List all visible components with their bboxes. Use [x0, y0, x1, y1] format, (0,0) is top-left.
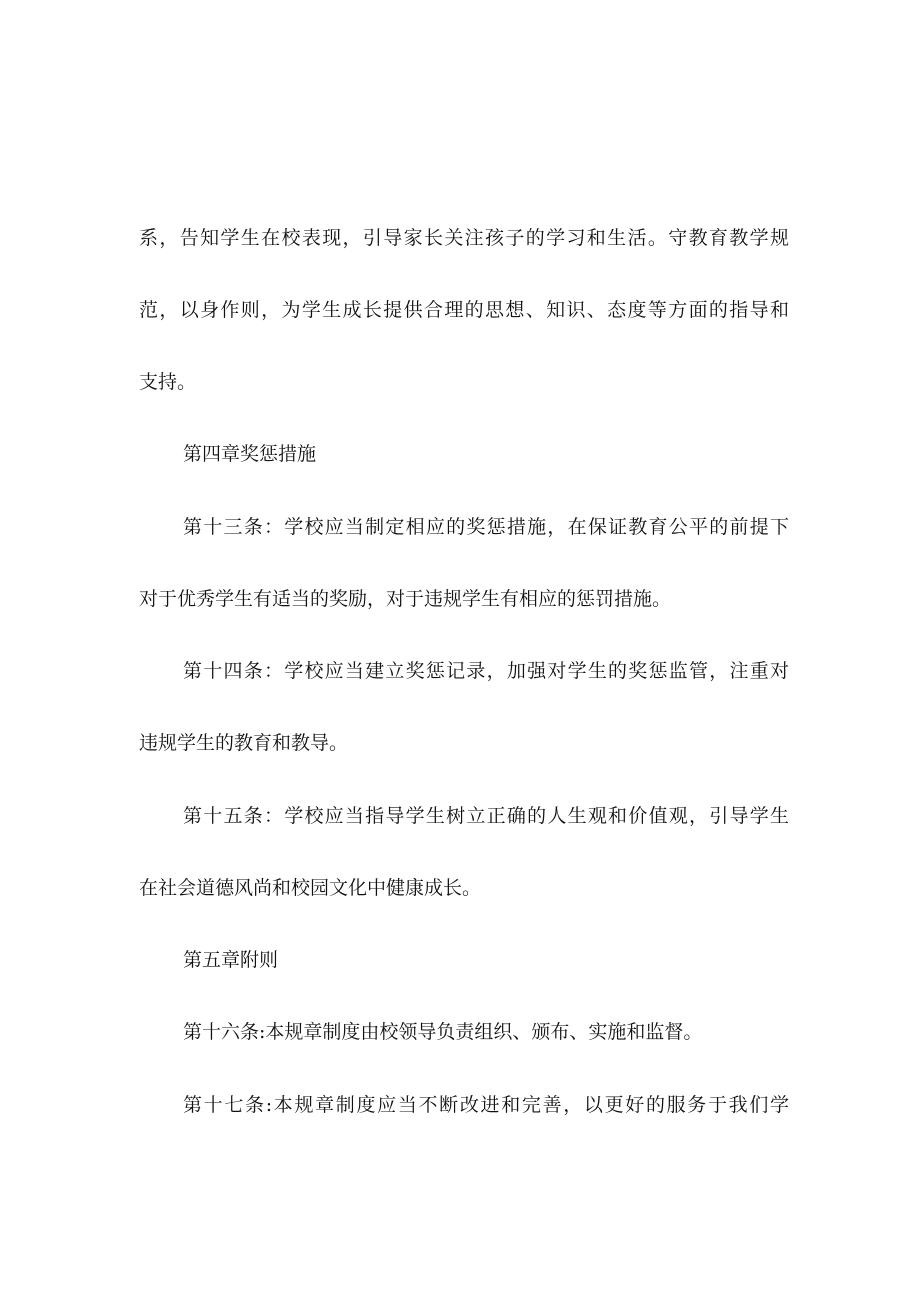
article-line: 对于优秀学生有适当的奖励，对于违规学生有相应的惩罚措施。 — [139, 588, 672, 610]
paragraph-line: 系，告知学生在校表现，引导家长关注孩子的学习和生活。守教育教学规 — [139, 227, 789, 249]
article-line: 第十六条:本规章制度由校领导负责组织、颁布、实施和监督。 — [183, 1021, 703, 1043]
article-line: 违规学生的教育和教导。 — [139, 732, 349, 754]
paragraph-line: 范，以身作则，为学生成长提供合理的思想、知识、态度等方面的指导和 — [139, 299, 789, 321]
article-line: 第十七条:本规章制度应当不断改进和完善，以更好的服务于我们学 — [183, 1094, 789, 1116]
article-line: 第十四条：学校应当建立奖惩记录，加强对学生的奖惩监管，注重对 — [183, 660, 789, 682]
paragraph-line: 支持。 — [139, 371, 197, 393]
article-line: 第十三条：学校应当制定相应的奖惩措施，在保证教育公平的前提下 — [183, 516, 789, 538]
chapter-heading: 第四章奖惩措施 — [183, 443, 317, 465]
article-line: 在社会道德风尚和校园文化中健康成长。 — [139, 877, 482, 899]
article-line: 第十五条：学校应当指导学生树立正确的人生观和价值观，引导学生 — [183, 805, 789, 827]
chapter-heading: 第五章附则 — [183, 949, 279, 971]
